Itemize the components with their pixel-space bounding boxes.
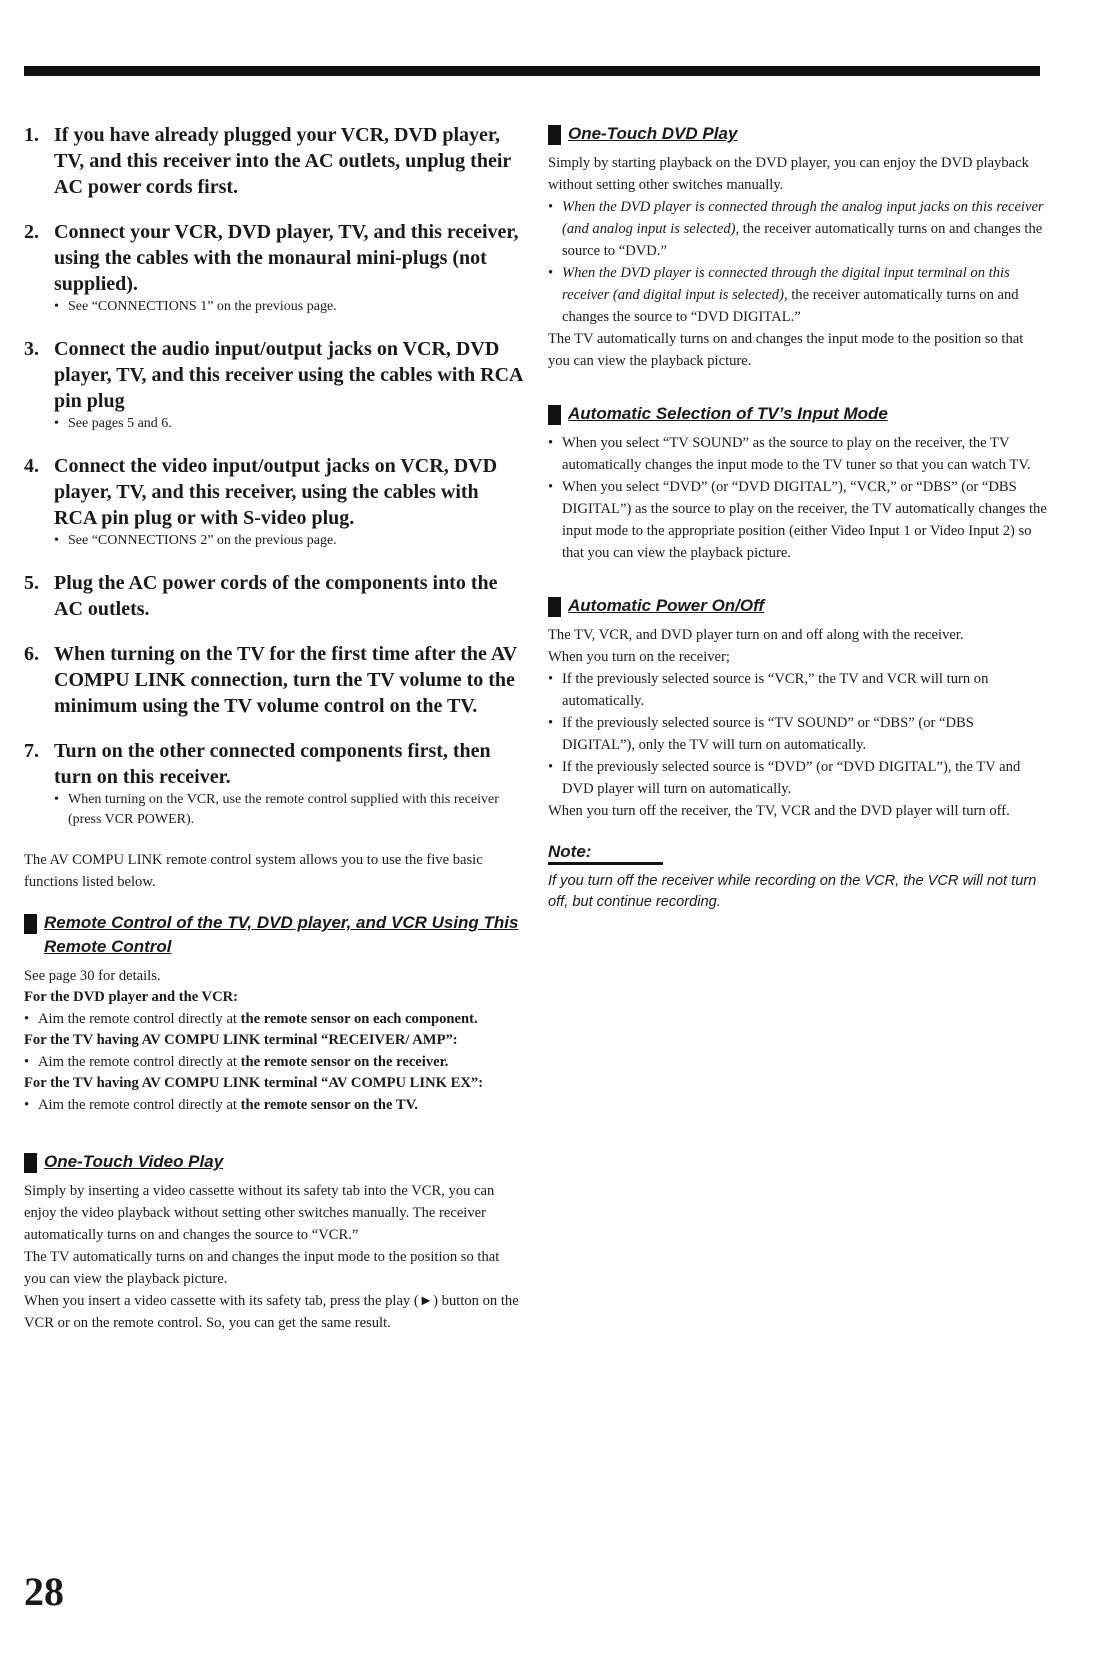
bullet-item: • When the DVD player is connected through the digital input terminal on this receiver (and digital input is selected), the receiver automatically turns on and changes the source to “DVD DIGITAL.”: [548, 265, 1019, 325]
step-note: • See “CONNECTIONS 2” on the previous page.: [54, 533, 337, 548]
bullet-item: • When you select “TV SOUND” as the source to play on the receiver, the TV automatically changes the input mode to the TV tuner so that you can watch TV.: [548, 435, 1031, 473]
note-box: [548, 822, 1048, 913]
tv-compu-link-ex-item: • Aim the remote control directly at the remote sensor on the TV.: [24, 1097, 418, 1113]
step-text: Connect your VCR, DVD player, TV, and this receiver, using the cables with the monaural mini-plugs (not supplied).: [54, 221, 519, 295]
step-number: 2.: [24, 221, 39, 243]
left-column: [24, 122, 524, 1334]
step-number: 1.: [24, 124, 39, 146]
section-heading: Remote Control of the TV, DVD player, and VCR Using This Remote Control: [24, 911, 524, 959]
tv-receiver-amp-label: For the TV having AV COMPU LINK terminal “RECEIVER/ AMP”:: [24, 1032, 458, 1048]
page-number: 28: [24, 1569, 64, 1614]
steps-list: [24, 122, 524, 830]
step-3: [24, 336, 524, 434]
tv-compu-link-ex-label: For the TV having AV COMPU LINK terminal “AV COMPU LINK EX”:: [24, 1075, 484, 1091]
remote-control-section: [24, 911, 524, 1116]
dvd-vcr-item: • Aim the remote control directly at the remote sensor on each component.: [24, 1011, 478, 1027]
paragraph: When you turn on the receiver;: [548, 649, 730, 665]
bullet-item: • When you select “DVD” (or “DVD DIGITAL”), “VCR,” or “DBS” (or “DBS DIGITAL”) as the source to play on the receiver, the TV automatically changes the input mode to the appropriate position (either Video Input 1 or Video Input 2) so that you can view the playback picture.: [548, 479, 1047, 561]
top-rule: [24, 66, 1040, 76]
step-text: If you have already plugged your VCR, DVD player, TV, and this receiver into the AC outlets, unplug their AC power cords first.: [54, 124, 511, 198]
paragraph: The TV, VCR, and DVD player turn on and off along with the receiver.: [548, 627, 964, 643]
heading-square-icon: [548, 125, 561, 145]
step-text: Turn on the other connected components first, then turn on this receiver.: [54, 740, 491, 788]
tv-receiver-amp-item: • Aim the remote control directly at the remote sensor on the receiver.: [24, 1054, 449, 1070]
one-touch-dvd-section: [548, 122, 1048, 372]
dvd-vcr-label: For the DVD player and the VCR:: [24, 989, 239, 1005]
right-column: [548, 122, 1048, 913]
one-touch-video-section: [24, 1150, 524, 1334]
step-note: • When turning on the VCR, use the remote control supplied with this receiver (press VCR POWER).: [54, 792, 499, 827]
step-4: [24, 453, 524, 551]
auto-selection-section: [548, 402, 1048, 564]
step-note: • See pages 5 and 6.: [54, 416, 172, 431]
step-note: • See “CONNECTIONS 1” on the previous page.: [54, 299, 337, 314]
step-number: 5.: [24, 572, 39, 594]
note-heading: Note:: [548, 842, 663, 865]
bullet-item: • When the DVD player is connected through the analog input jacks on this receiver (and analog input is selected), the receiver automatically turns on and changes the source to “DVD.”: [548, 199, 1044, 259]
note-text: If you turn off the receiver while recording on the VCR, the VCR will not turn off, but continue recording.: [548, 873, 1037, 910]
see-details: See page 30 for details.: [24, 968, 161, 984]
section-heading: One-Touch Video Play: [24, 1150, 524, 1174]
bullet-item: • If the previously selected source is “DVD” (or “DVD DIGITAL”), the TV and DVD player will turn on automatically.: [548, 759, 1021, 797]
step-number: 4.: [24, 455, 39, 477]
step-7: [24, 738, 524, 830]
step-1: [24, 122, 524, 200]
step-text: Connect the video input/output jacks on VCR, DVD player, TV, and this receiver, using the cables with RCA pin plug or with S-video plug.: [54, 455, 498, 529]
paragraph: Simply by starting playback on the DVD player, you can enjoy the DVD playback without setting other switches manually.: [548, 155, 1029, 193]
step-text: When turning on the TV for the first time after the AV COMPU LINK connection, turn the TV volume to the minimum using the TV volume control on the TV.: [54, 643, 517, 717]
heading-square-icon: [24, 914, 37, 934]
step-number: 3.: [24, 338, 39, 360]
step-text: Plug the AC power cords of the components into the AC outlets.: [54, 572, 498, 620]
heading-square-icon: [548, 405, 561, 425]
section-heading: Automatic Selection of TV’s Input Mode: [548, 402, 1048, 426]
step-text: Connect the audio input/output jacks on VCR, DVD player, TV, and this receiver using the cables with RCA pin plug: [54, 338, 523, 412]
section-heading: Automatic Power On/Off: [548, 594, 1048, 618]
heading-square-icon: [24, 1153, 37, 1173]
paragraph: Simply by inserting a video cassette without its safety tab into the VCR, you can enjoy the video playback without setting other switches manually. The receiver automatically turns on and changes the source to “VCR.”: [24, 1183, 495, 1243]
bullet-item: • If the previously selected source is “VCR,” the TV and VCR will turn on automatically.: [548, 671, 989, 709]
step-number: 6.: [24, 643, 39, 665]
heading-square-icon: [548, 597, 561, 617]
auto-power-section: [548, 594, 1048, 822]
intro-text: The AV COMPU LINK remote control system allows you to use the five basic functions listed below.: [24, 852, 483, 890]
paragraph: When you turn off the receiver, the TV, VCR and the DVD player will turn off.: [548, 803, 1010, 819]
paragraph: The TV automatically turns on and changes the input mode to the position so that you can view the playback picture.: [548, 331, 1024, 369]
paragraph: When you insert a video cassette with its safety tab, press the play (►) button on the VCR or on the remote control. So, you can get the same result.: [24, 1293, 519, 1331]
step-2: [24, 219, 524, 317]
section-heading: One-Touch DVD Play: [548, 122, 1048, 146]
bullet-item: • If the previously selected source is “TV SOUND” or “DBS” (or “DBS DIGITAL”), only the TV will turn on automatically.: [548, 715, 974, 753]
paragraph: The TV automatically turns on and changes the input mode to the position so that you can view the playback picture.: [24, 1249, 500, 1287]
step-number: 7.: [24, 740, 39, 762]
step-6: [24, 641, 524, 719]
step-5: [24, 570, 524, 622]
